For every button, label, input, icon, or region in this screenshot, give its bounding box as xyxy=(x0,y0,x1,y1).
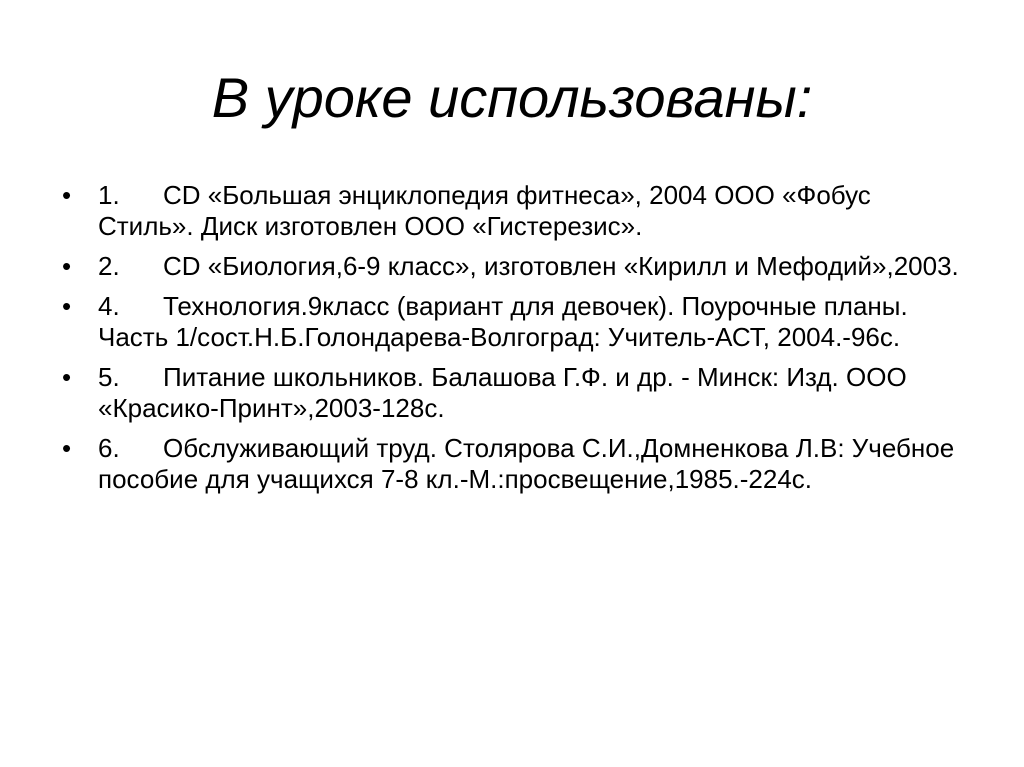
reference-list xyxy=(62,180,962,504)
list-item xyxy=(62,362,962,424)
item-text: Питание школьников. Балашова Г.Ф. и др. - Минск: Изд. ООО «Красико-Принт»,2003-128с. xyxy=(98,362,907,423)
slide-title: В уроке использованы: xyxy=(211,66,813,129)
bullet-icon: • xyxy=(62,291,72,321)
item-text: CD «Большая энциклопедия фитнеса», 2004 ООО «Фобус Стиль». Диск изготовлен ООО «Гистерезис». xyxy=(98,180,871,241)
list-item xyxy=(62,180,962,242)
item-text: Обслуживающий труд. Столярова С.И.,Домненкова Л.В: Учебное пособие для учащихся 7-8 кл.-М.:просвещение,1985.-224с. xyxy=(98,433,955,494)
bullet-icon: • xyxy=(62,251,72,281)
item-number: 5. xyxy=(98,362,120,392)
item-text: CD «Биология,6-9 класс», изготовлен «Кирилл и Мефодий»,2003. xyxy=(163,251,959,281)
bullet-icon: • xyxy=(62,180,72,210)
item-number: 2. xyxy=(98,251,120,281)
bullet-icon: • xyxy=(62,362,72,392)
list-item xyxy=(62,433,962,495)
item-number: 1. xyxy=(98,180,120,210)
list-item xyxy=(62,251,962,282)
item-text: Технология.9класс (вариант для девочек). Поурочные планы. Часть 1/сост.Н.Б.Голондарева-Волгоград: Учитель-АСТ, 2004.-96с. xyxy=(98,291,908,352)
bullet-icon: • xyxy=(62,433,72,463)
list-item xyxy=(62,291,962,353)
item-number: 4. xyxy=(98,291,120,321)
item-number: 6. xyxy=(98,433,120,463)
